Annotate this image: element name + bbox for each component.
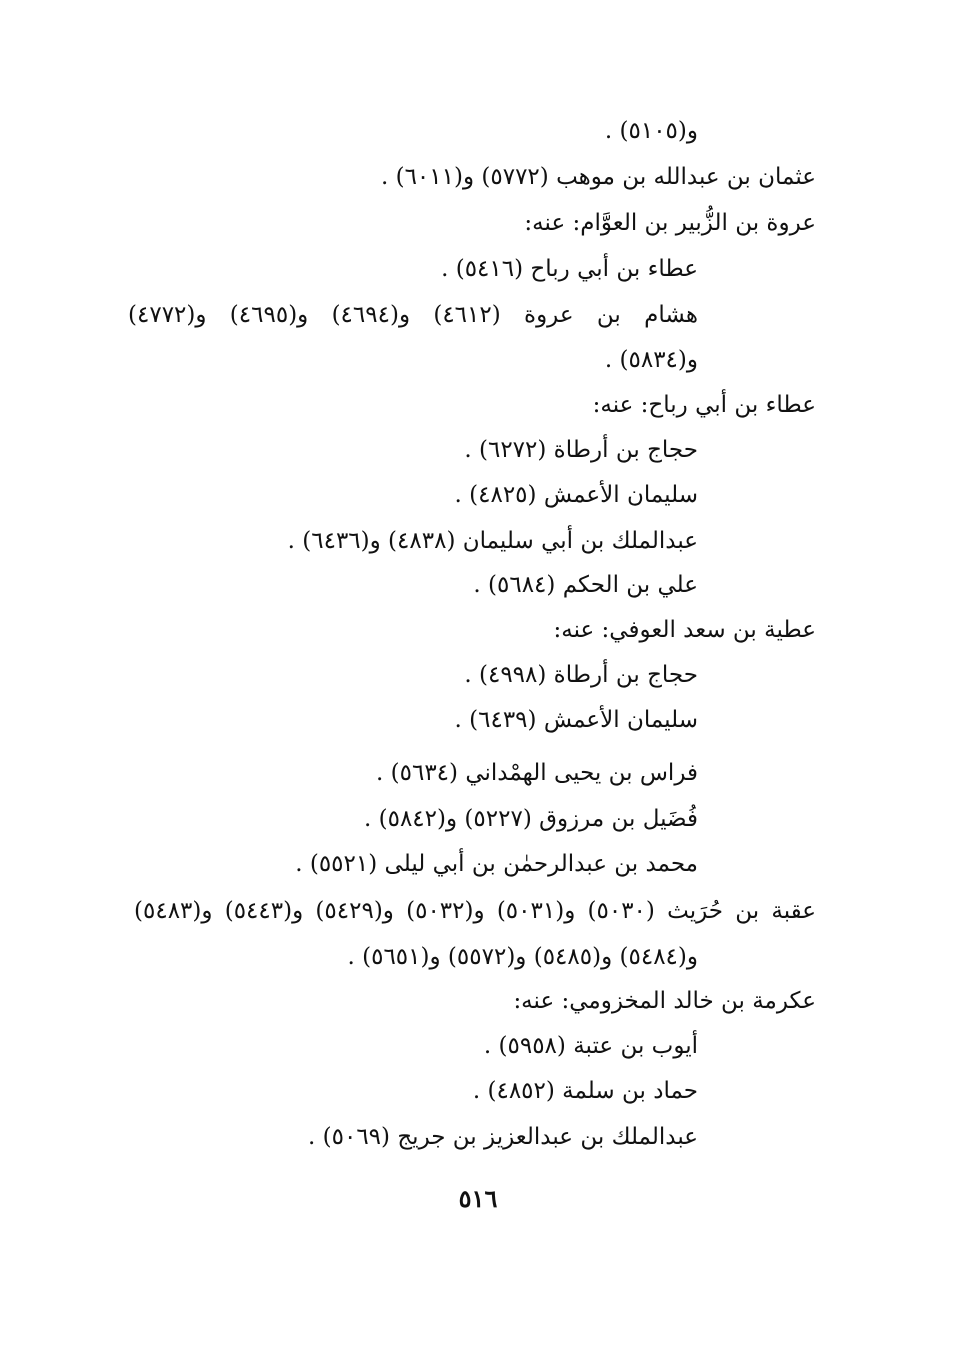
index-line: هشام بن عروة (٤٦١٢) و(٤٦٩٤) و(٤٦٩٥) و(٤٧٧٢) [128,302,698,328]
index-line: فُضَيل بن مرزوق (٥٢٢٧) و(٥٨٤٢) . [363,806,698,832]
index-line: عكرمة بن خالد المخزومي: عنه: [513,988,816,1014]
index-line: عروة بن الزُّبير بن العوَّام: عنه: [524,210,816,236]
index-line: سليمان الأعمش (٤٨٢٥) . [454,482,698,508]
index-line: و(٥١٠٥) . [604,118,698,144]
index-line: عبدالملك بن أبي سليمان (٤٨٣٨) و(٦٤٣٦) . [287,528,698,554]
index-line: حماد بن سلمة (٤٨٥٢) . [472,1078,698,1104]
index-line: عطاء بن أبي رباح (٥٤١٦) . [441,256,698,282]
index-line: علي بن الحكم (٥٦٨٤) . [473,572,698,598]
index-line: عثمان بن عبدالله بن موهب (٥٧٧٢) و(٦٠١١) . [380,164,816,190]
index-line: عطية بن سعد العوفي: عنه: [553,617,816,643]
page-number: ٥١٦ [458,1184,498,1213]
index-line: عقبة بن حُرَيث (٥٠٣٠) و(٥٠٣١) و(٥٠٣٢) و(٥٤٢٩) و(٥٤٤٣) و(٥٤٨٣) [134,898,816,924]
index-line: سليمان الأعمش (٦٤٣٩) . [454,707,698,733]
index-line: و(٥٨٣٤) . [604,347,698,373]
index-line: عبدالملك بن عبدالعزيز بن جريج (٥٠٦٩) . [308,1124,698,1150]
index-line: حجاج بن أرطاة (٦٢٧٢) . [464,437,698,463]
index-line: أيوب بن عتبة (٥٩٥٨) . [483,1033,698,1059]
index-line: محمد بن عبدالرحمٰن بن أبي ليلى (٥٥٢١) . [295,851,698,877]
index-line: حجاج بن أرطاة (٤٩٩٨) . [464,662,698,688]
index-line: و(٥٤٨٤) و(٥٤٨٥) و(٥٥٧٢) و(٥٦٥١) . [347,944,698,970]
index-line: عطاء بن أبي رباح: عنه: [592,392,816,418]
index-line: فراس بن يحيى الهمْداني (٥٦٣٤) . [376,760,698,786]
